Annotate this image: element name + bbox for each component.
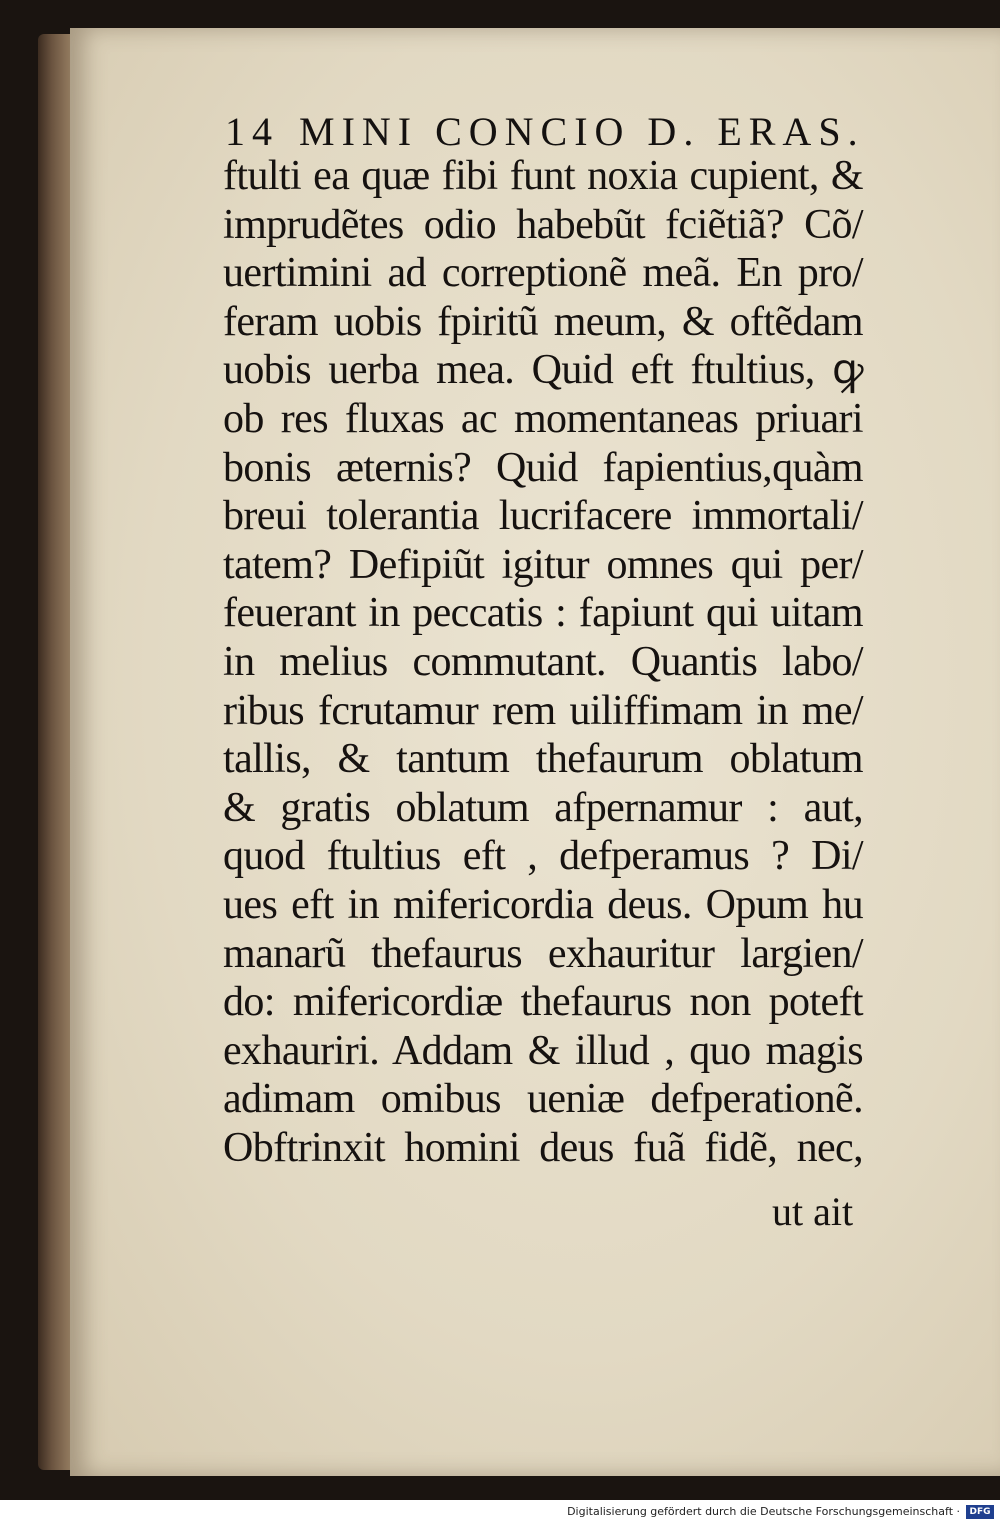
text-line: ftulti ea quæ fibi funt noxia cupient, & [223,153,863,199]
text-line: manarũ thefaurus exhauritur largien/ [223,930,863,977]
text-line: bonis æternis? Quid fapientius,quàm [223,444,863,491]
text-line: ribus fcrutamur rem uiliffimam in me/ [223,687,863,734]
text-line: ob res fluxas ac momentaneas priuari [223,395,863,442]
text-line: tallis, & tantum thefaurum oblatum [223,736,863,783]
text-line: uertimini ad correptionẽ meã. En pro/ [223,250,863,297]
text-line: quod ftultius eft , defperamus ? Di/ [223,833,863,880]
text-line: adimam omibus ueniæ defperationẽ. [223,1076,863,1123]
text-line: in melius commutant. Quantis labo/ [223,638,863,685]
funding-credit: Digitalisierung gefördert durch die Deutsche Forschungsgemeinschaft · [567,1505,960,1518]
text-line: breui tolerantia lucrifacere immortali/ [223,493,863,540]
text-line: do: mifericordiæ thefaurus non poteft [223,979,863,1026]
text-line: exhauriri. Addam & illud , quo magis [223,1027,863,1074]
text-line: feram uobis fpiritũ meum, & oftẽdam [223,298,863,345]
text-line: tatem? Defipiũt igitur omnes qui per/ [223,541,863,588]
text-line: feuerant in peccatis : fapiunt qui uitam [223,590,863,637]
text-line: Obftrinxit homini deus fuã fidẽ, nec, [223,1124,863,1171]
text-line: ues eft in mifericordia deus. Opum hu [223,881,863,928]
text-line: imprudẽtes odio habebũt fciẽtiã? Cõ/ [223,201,863,248]
page-number: 14 [225,109,279,154]
catchword: ut ait [772,1189,854,1234]
dfg-logo: DFG [966,1505,994,1519]
page-header [225,108,865,155]
text-block [223,152,863,1172]
running-title: MINI CONCIO D. ERAS. [299,109,865,154]
text-line: & gratis oblatum afpernamur : aut, [223,784,863,831]
text-line: uobis uerba mea. Quid eft ftultius, ꝙ [223,347,863,394]
digitization-footer [0,1500,1000,1525]
